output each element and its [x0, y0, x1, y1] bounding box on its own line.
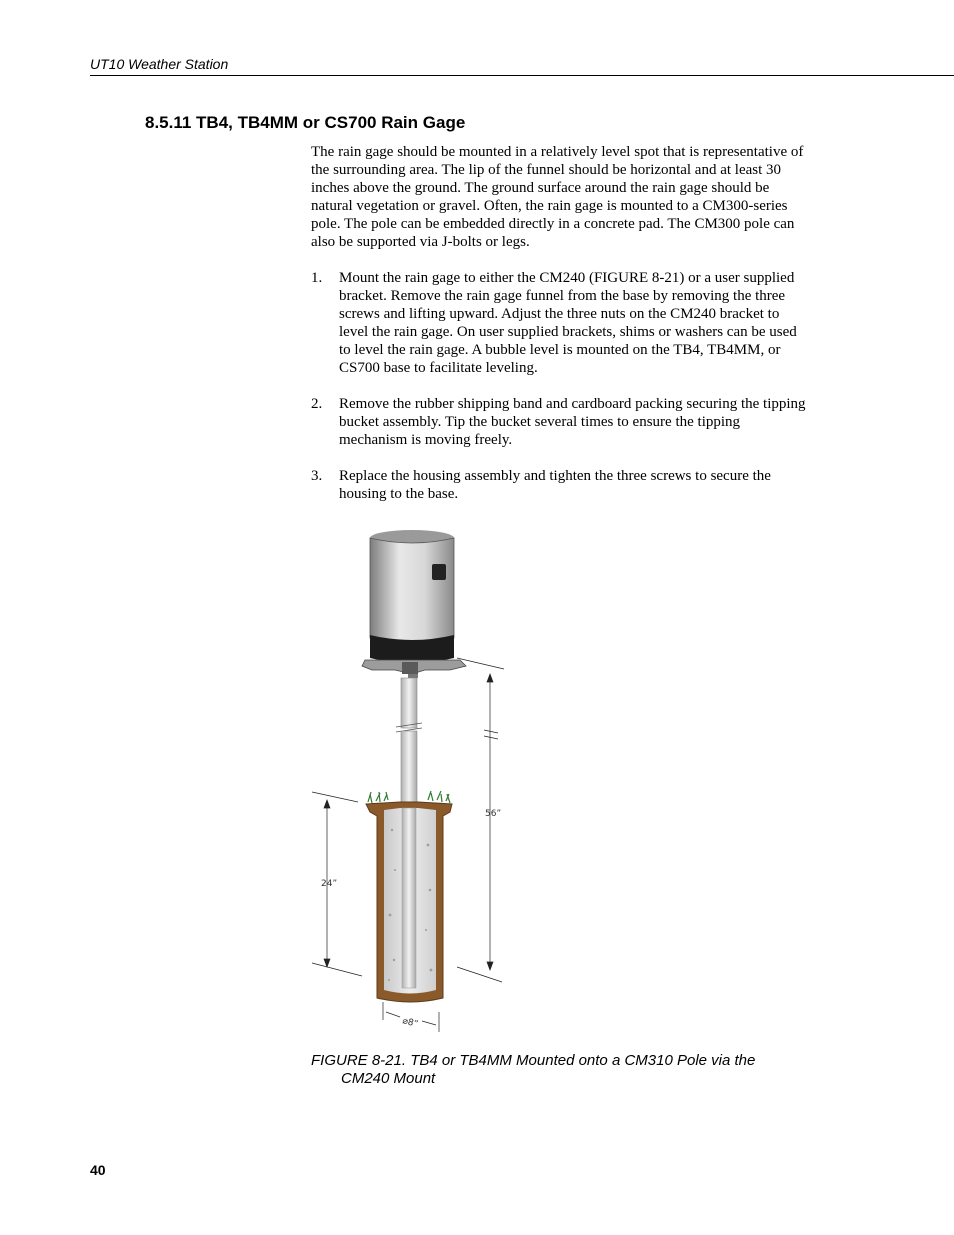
page-number: 40	[90, 1162, 106, 1178]
step-text: Remove the rubber shipping band and cardboard packing securing the tipping bucket assembly. Tip the bucket several times to ensure the tipping mechanism is moving freely.	[339, 396, 806, 448]
mounting-pole	[396, 678, 422, 811]
running-header: UT10 Weather Station	[90, 56, 954, 76]
caption-line-1: FIGURE 8-21. TB4 or TB4MM Mounted onto a CM310 Pole via the	[311, 1052, 756, 1069]
step-number: 3.	[311, 468, 323, 484]
step-text: Mount the rain gage to either the CM240 (FIGURE 8-21) or a user supplied bracket. Remove the rain gage funnel from the base by removing the three screws and lifting upward. Adjust the three nuts on the CM240 bracket to level the rain gage. On user supplied brackets, shims or washers can be used to level the rain gage. A bubble level is mounted on the TB4, TB4MM, or CS700 base to facilitate leveling.	[339, 270, 797, 376]
step-number: 1.	[311, 270, 323, 286]
rain-gage-housing	[370, 530, 454, 663]
dimension-8-label: ⌀8”	[401, 1016, 420, 1030]
cm240-mount	[362, 660, 466, 678]
caption-line-2: CM240 Mount	[341, 1070, 436, 1087]
dimension-56in	[457, 658, 504, 982]
intro-paragraph: The rain gage should be mounted in a relatively level spot that is representative of the surrounding area. The lip of the funnel should be horizontal and at least 30 inches above the ground. The ground surface around the rain gage should be natural vegetation or gravel. Often, the rain gage is mounted to a CM300-series pole. The pole can be embedded directly in a concrete pad. The CM300 pole can also be supported via J-bolts or legs.	[311, 144, 804, 250]
step-text: Replace the housing assembly and tighten the three screws to secure the housing to the base.	[339, 468, 771, 502]
figure-caption	[311, 1052, 811, 1088]
section-title: 8.5.11 TB4, TB4MM or CS700 Rain Gage	[145, 113, 466, 132]
step-item	[311, 269, 811, 377]
dimension-24-label: 24”	[321, 879, 338, 889]
step-number: 2.	[311, 396, 323, 412]
step-item	[311, 395, 811, 449]
rain-gage-mounting-figure	[300, 520, 530, 1040]
rain-gage-illustration	[300, 520, 530, 1040]
steps-list	[311, 269, 811, 521]
concrete-footing	[366, 802, 452, 1002]
step-item	[311, 467, 811, 503]
dimension-56-label: 56”	[485, 809, 502, 819]
